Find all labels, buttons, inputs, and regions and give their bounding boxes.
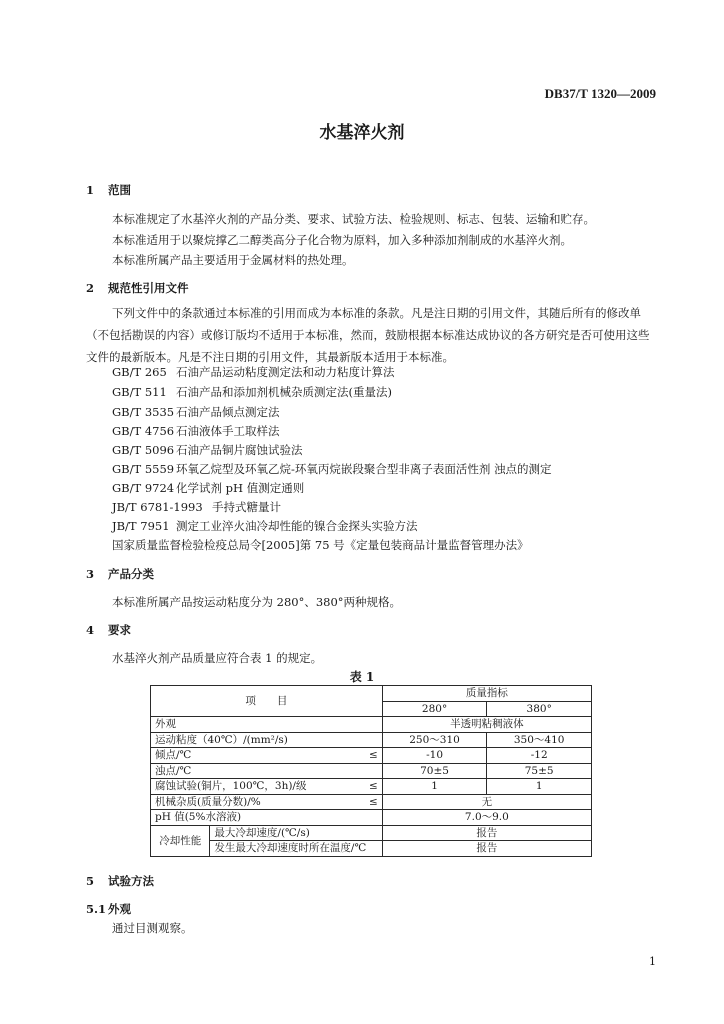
table-header-row: [151, 686, 592, 702]
reference-name: 石油产品运动粘度测定法和动力粘度计算法: [176, 365, 395, 379]
row-value-380: 1: [487, 779, 592, 795]
reference-code: GB/T 9724: [112, 481, 175, 495]
reference-item: [112, 480, 304, 496]
section-number: 2: [86, 281, 95, 295]
reference-name: 化学试剂 pH 值测定通则: [176, 481, 305, 495]
section-title: 试验方法: [108, 874, 154, 888]
row-value: 报告: [382, 825, 591, 841]
section-number: 5: [86, 874, 95, 888]
reference-item: [112, 499, 281, 515]
section-5-heading: [86, 873, 154, 889]
reference-code: GB/T 5096: [112, 443, 175, 457]
reference-name: 石油产品和添加剂机械杂质测定法(重量法): [176, 385, 392, 399]
row-value: 7.0～9.0: [382, 810, 591, 826]
reference-code: JB/T 7951: [112, 519, 170, 533]
table-row: [151, 779, 592, 795]
row-value-280: 250～310: [382, 732, 487, 748]
section-4-heading: [86, 622, 131, 638]
reference-item: [112, 442, 303, 458]
row-label: 机械杂质(质量分数)/%: [151, 794, 345, 810]
table-row: [151, 794, 592, 810]
section-title: 范围: [108, 183, 131, 197]
reference-item: [112, 404, 280, 420]
table-row: [151, 810, 592, 826]
row-group-label: 冷却性能: [151, 825, 210, 856]
row-sublabel: 最大冷却速度/(℃/s): [210, 825, 382, 841]
section-title: 规范性引用文件: [108, 281, 189, 295]
table-row: [151, 717, 592, 733]
row-label: pH 值(5%水溶液): [151, 810, 383, 826]
standard-code: DB37/T 1320—2009: [544, 86, 656, 101]
section-1-heading: [86, 182, 131, 198]
document-title: 水基淬火剂: [319, 123, 405, 143]
reference-item: [112, 423, 280, 439]
section-number: 3: [86, 567, 95, 581]
row-label: 浊点/℃: [151, 763, 383, 779]
row-label: 运动粘度（40℃）/(mm²/s): [151, 732, 383, 748]
reference-item: [112, 518, 418, 534]
row-value-380: -12: [487, 748, 592, 764]
reference-item: [112, 461, 552, 477]
row-value-380: 75±5: [487, 763, 592, 779]
paragraph: 本标准规定了水基淬火剂的产品分类、要求、试验方法、检验规则、标志、包装、运输和贮存。: [112, 212, 595, 226]
table-row: [151, 732, 592, 748]
table-row: [151, 748, 592, 764]
grade-280-header: 280°: [382, 701, 487, 717]
subsection-5-1-heading: [86, 901, 131, 917]
section-2-heading: [86, 280, 189, 296]
reference-code: JB/T 6781-1993: [112, 500, 203, 514]
row-sign: ≤: [344, 748, 382, 764]
section-number: 4: [86, 623, 95, 637]
section-title: 要求: [108, 623, 131, 637]
reference-name: 测定工业淬火油冷却性能的镍合金探头实验方法: [176, 519, 418, 533]
reference-name: 石油液体手工取样法: [176, 424, 280, 438]
paragraph: 本标准所属产品按运动粘度分为 280°、380°两种规格。: [112, 595, 402, 609]
table-title: 表 1: [349, 670, 375, 684]
reference-name: 石油产品倾点测定法: [176, 405, 280, 419]
row-value: 无: [382, 794, 591, 810]
paragraph: 本标准适用于以聚烷撑乙二醇类高分子化合物为原料，加入多种添加剂制成的水基淬火剂。: [112, 233, 572, 247]
table-row: [151, 763, 592, 779]
row-label: 外观: [151, 717, 383, 733]
paragraph: 本标准所属产品主要适用于金属材料的热处理。: [112, 253, 354, 267]
reference-name: 环氧乙烷型及环氧乙烷-环氧丙烷嵌段聚合型非离子表面活性剂 浊点的测定: [176, 462, 552, 476]
paragraph: 通过目测观察。: [112, 921, 193, 935]
row-value-280: -10: [382, 748, 487, 764]
section-3-heading: [86, 566, 154, 582]
grade-380-header: 380°: [487, 701, 592, 717]
paragraph-intro: 下列文件中的条款通过本标准的引用而成为本标准的条款。凡是注日期的引用文件，其随后所有的修改单（不包括勘误的内容）或修订版均不适用于本标准，然而，鼓励根据本标准达成协议的各方研究是否可使用这些文件的最新版本。凡是不注日期的引用文件，其最新版本适用于本标准。: [86, 306, 650, 364]
row-label: 倾点/℃: [151, 748, 345, 764]
subsection-number: 5.1: [86, 902, 107, 916]
row-value-380: 350～410: [487, 732, 592, 748]
row-sign: ≤: [344, 794, 382, 810]
row-label: 腐蚀试验(铜片，100℃，3h)/级: [151, 779, 345, 795]
row-value: 报告: [382, 841, 591, 857]
reference-item: 国家质量监督检验检疫总局令[2005]第 75 号《定量包装商品计量监督管理办法》: [112, 538, 529, 552]
row-value-280: 1: [382, 779, 487, 795]
row-sublabel: 发生最大冷却速度时所在温度/℃: [210, 841, 382, 857]
page-number: 1: [649, 955, 656, 968]
reference-code: GB/T 265: [112, 365, 167, 379]
table-row: [151, 825, 592, 841]
reference-name: 石油产品铜片腐蚀试验法: [176, 443, 303, 457]
row-value: 半透明粘稠液体: [382, 717, 591, 733]
table-row: [151, 841, 592, 857]
quality-spec-table: [150, 685, 592, 857]
reference-item: [112, 384, 392, 400]
row-sign: ≤: [344, 779, 382, 795]
reference-item: [112, 364, 395, 380]
reference-code: GB/T 511: [112, 385, 167, 399]
reference-code: GB/T 5559: [112, 462, 175, 476]
reference-code: GB/T 3535: [112, 405, 175, 419]
row-value-280: 70±5: [382, 763, 487, 779]
table-header-quality: 质量指标: [382, 686, 591, 702]
reference-name: 手持式糖量计: [212, 500, 281, 514]
reference-code: GB/T 4756: [112, 424, 175, 438]
section-title: 产品分类: [108, 567, 154, 581]
table-header-item: 项 目: [151, 686, 383, 717]
paragraph: 水基淬火剂产品质量应符合表 1 的规定。: [112, 651, 323, 665]
section-number: 1: [86, 183, 95, 197]
subsection-title: 外观: [108, 902, 131, 916]
